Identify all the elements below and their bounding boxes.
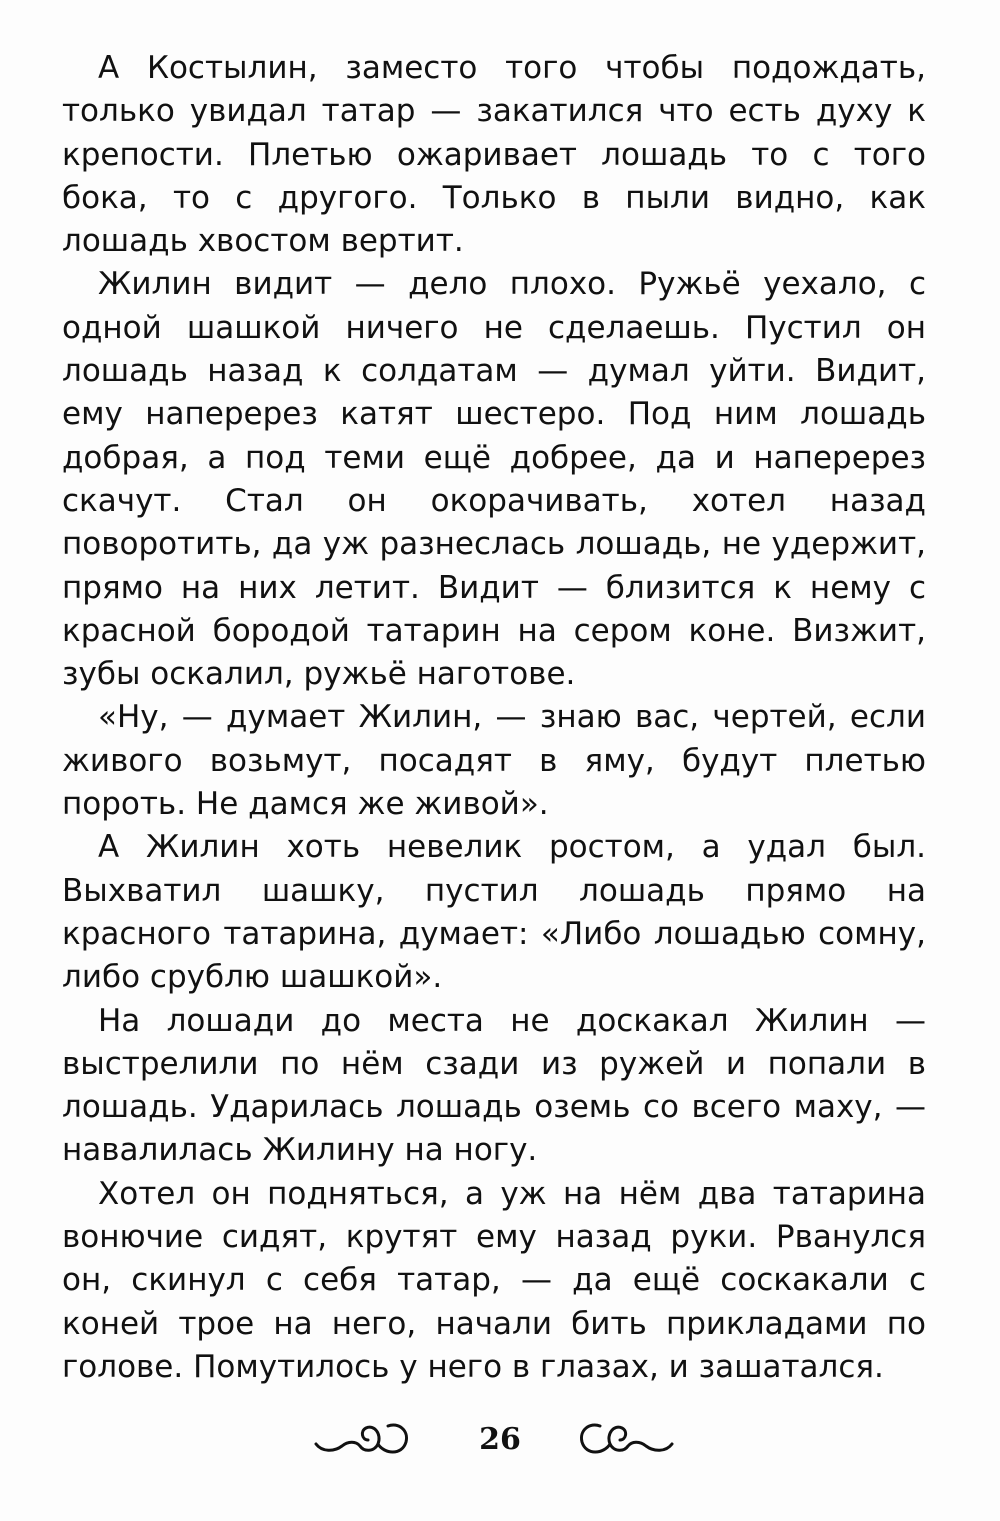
swirl-ornament-left-icon bbox=[312, 1414, 412, 1464]
paragraph-2: Жилин видит — дело плохо. Ружьё уехало, с одной шашкой ничего не сделаешь. Пустил он лошадь назад к солдатам — думал уйти. Видит, ему наперерез катят шестеро. Под ним лошадь добрая, а под теми ещё добрее, да и наперерез скачут. Стал он окорачивать, хотел назад поворотить, да уж разнеслась лошадь, не удержит, прямо на них летит. Видит — близится к нему с красной бородой татарин на сером коне. Визжит, зубы оскалил, ружьё наготове. bbox=[62, 266, 926, 693]
paragraph-5: На лошади до места не доскакал Жилин — выстрелили по нём сзади из ружей и попали в лошадь. Ударилась лошадь оземь со всего маху, — навалилась Жилину на ногу. bbox=[62, 1002, 926, 1169]
paragraph-1: А Костылин, заместо того чтобы подождать, только увидал татар — закатился что есть духу к крепости. Плетью ожаривает лошадь то с того бока, то с другого. Только в пыли видно, как лошадь хвостом вертит. bbox=[62, 50, 926, 260]
paragraph-3: «Ну, — думает Жилин, — знаю вас, чертей, если живого возьмут, посадят в яму, будут плетью пороть. Не дамся же живой». bbox=[62, 699, 926, 823]
paragraph-6: Хотел он подняться, а уж на нём два татарина вонючие сидят, крутят ему назад руки. Рванулся он, скинул с себя татар, — да ещё соскакали с коней трое на него, начали бить прикладами по голове. Помутилось у него в глазах, и зашатался. bbox=[62, 1175, 926, 1385]
page-number: 26 bbox=[479, 1422, 521, 1457]
body-text bbox=[62, 47, 926, 1389]
paragraph-4: А Жилин хоть невелик ростом, а удал был. Выхватил шашку, пустил лошадь прямо на красного татарина, думает: «Либо лошадью сомну, либо срублю шашкой». bbox=[62, 829, 926, 996]
page-footer bbox=[0, 1410, 1000, 1470]
swirl-ornament-right-icon bbox=[576, 1414, 676, 1464]
